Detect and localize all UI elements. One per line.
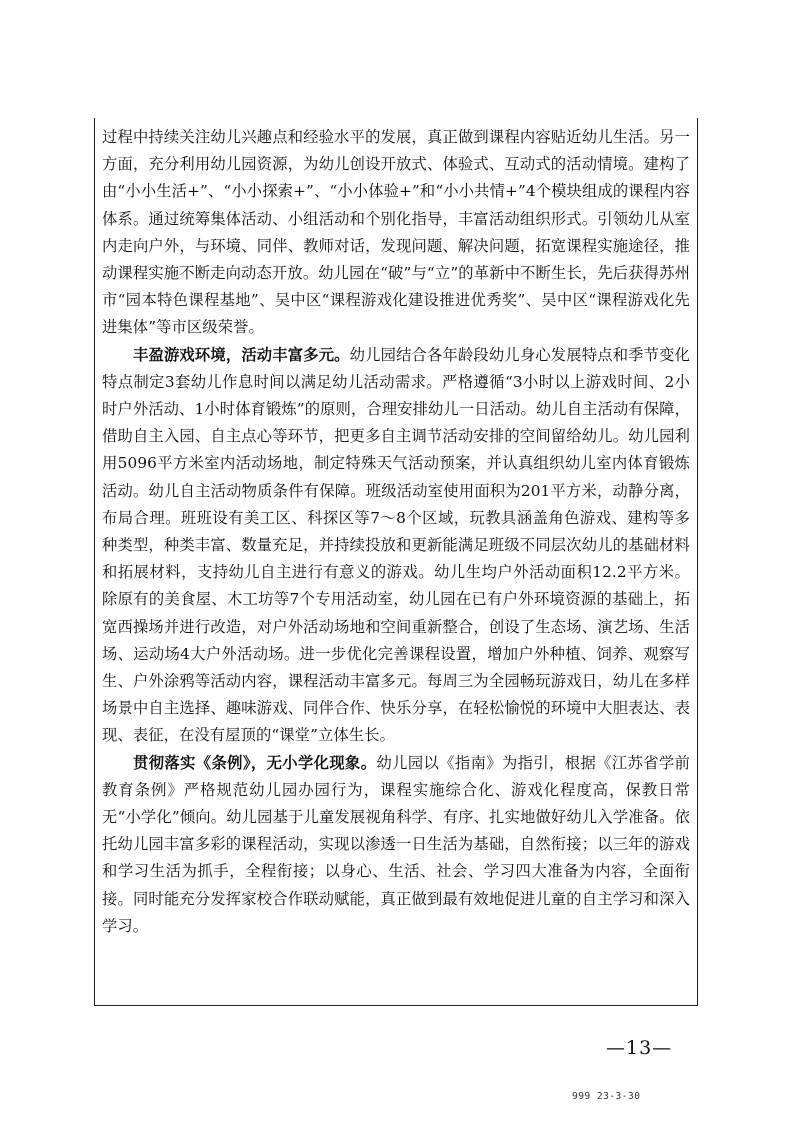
paragraph-3-text: 幼儿园以《指南》为指引，根据《江苏省学前教育条例》严格规范幼儿园办园行为，课程实施综合化、游戏化程度高，保教日常无“小学化”倾向。幼儿园基于儿童发展视角科学、有序、扎实地做好幼儿入学准备。依托幼儿园丰富多彩的课程活动，实现以渗透一日生活为基础，自然衔接；以三年的游戏和学习生活为抓手，全程衔接；以身心、生活、社会、学习四大准备为内容，全面衔接。同时能充分发挥家校合作联动赋能，真正做到最有效地促进儿童的自主学习和深入学习。 xyxy=(102,753,690,935)
paragraph-2-text: 幼儿园结合各年龄段幼儿身心发展特点和季节变化特点制定3套幼儿作息时间以满足幼儿活动需求。严格遵循“3小时以上游戏时间、2小时户外活动、1小时体育锻炼”的原则，合理安排幼儿一日活动。幼儿自主活动有保障，借助自主入园、自主点心等环节，把更多自主调节活动安排的空间留给幼儿。幼儿园利用5096平方米室内活动场地，制定特殊天气活动预案，并认真组织幼儿室内体育锻炼活动。幼儿自主活动物质条件有保障。班级活动室使用面积为201平方米，动静分离，布局合理。班班设有美工区、科探区等7～8个区域，玩教具涵盖角色游戏、建构等多种类型，种类丰富、数量充足，并持续投放和更新能满足班级不同层次幼儿的基础材料和拓展材料，支持幼儿自主进行有意义的游戏。幼儿生均户外活动面积12.2平方米。除原有的美食屋、木工坊等7个专用活动室，幼儿园在已有户外环境资源的基础上，拓宽西操场并进行改造，对户外活动场地和空间重新整合，创设了生态场、演艺场、生活场、运动场4大户外活动场。进一步优化完善课程设置，增加户外种植、饲养、观察写生、户外涂鸦等活动内容，课程活动丰富多元。每周三为全园畅玩游戏日，幼儿在多样场景中自主选择、趣味游戏、同伴合作、快乐分享，在轻松愉悦的环境中大胆表达、表现、表征，在没有屋顶的“课堂”立体生长。 xyxy=(102,345,690,745)
document-body xyxy=(102,124,690,940)
page-number: —13— xyxy=(606,1037,673,1059)
paragraph-2 xyxy=(102,342,690,750)
paragraph-3-lead: 贯彻落实《条例》，无小学化现象。 xyxy=(133,753,377,772)
paragraph-1 xyxy=(102,124,690,342)
footer-code: 999 23-3-30 xyxy=(572,1091,641,1102)
paragraph-1-text: 过程中持续关注幼儿兴趣点和经验水平的发展，真正做到课程内容贴近幼儿生活。另一方面，充分利用幼儿园资源，为幼儿创设开放式、体验式、互动式的活动情境。建构了由“小小生活+”、“小小探索+”、“小小体验+”和“小小共情+”4个模块组成的课程内容体系。通过统筹集体活动、小组活动和个别化指导，丰富活动组织形式。引领幼儿从室内走向户外，与环境、同伴、教师对话，发现问题、解决问题，拓宽课程实施途径，推动课程实施不断走向动态开放。幼儿园在“破”与“立”的革新中不断生长，先后获得苏州市“园本特色课程基地”、吴中区“课程游戏化建设推进优秀奖”、吴中区“课程游戏化先进集体”等市区级荣誉。 xyxy=(102,128,690,337)
paragraph-3 xyxy=(102,750,690,940)
paragraph-2-lead: 丰盈游戏环境，活动丰富多元。 xyxy=(133,345,350,364)
